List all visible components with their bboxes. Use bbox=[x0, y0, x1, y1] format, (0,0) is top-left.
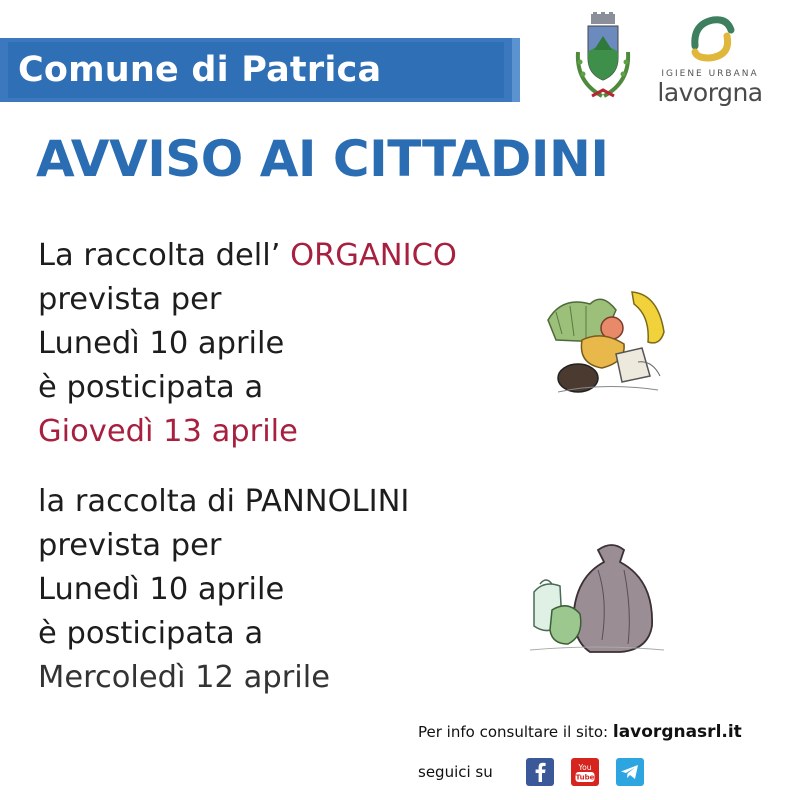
svg-text:Tube: Tube bbox=[575, 773, 595, 782]
notice-line: prevista per bbox=[38, 282, 222, 317]
lavorgna-logo bbox=[655, 12, 765, 107]
municipality-banner-inner bbox=[8, 42, 504, 98]
new-date: Mercoledì 12 aprile bbox=[38, 660, 330, 695]
municipal-crest-icon bbox=[572, 12, 634, 104]
notice-text: La raccolta dell’ bbox=[38, 238, 291, 273]
notice-line: è posticipata a bbox=[38, 370, 264, 405]
svg-text:You: You bbox=[578, 763, 592, 772]
municipality-banner bbox=[0, 38, 520, 102]
new-date: Giovedì 13 aprile bbox=[38, 414, 298, 449]
logo-tagline: IGIENE URBANA bbox=[661, 69, 759, 79]
notice-pannolini bbox=[38, 480, 409, 700]
notice-line: prevista per bbox=[38, 528, 222, 563]
page-title: AVVISO AI CITTADINI bbox=[36, 130, 609, 188]
logo-name: lavorgna bbox=[657, 78, 763, 107]
notice-line: è posticipata a bbox=[38, 616, 264, 651]
notice-organico bbox=[38, 234, 457, 454]
waste-type-highlight: ORGANICO bbox=[290, 238, 457, 273]
original-date: Lunedì 10 aprile bbox=[38, 572, 285, 607]
youtube-icon[interactable] bbox=[571, 758, 599, 786]
facebook-icon[interactable] bbox=[526, 758, 554, 786]
municipality-name: Comune di Patrica bbox=[18, 50, 382, 90]
lavorgna-logo-icon bbox=[683, 12, 737, 66]
notice-line: la raccolta di PANNOLINI bbox=[38, 484, 410, 519]
footer-info-label: Per info consultare il sito: bbox=[418, 723, 613, 741]
follow-label: seguici su bbox=[418, 763, 493, 781]
diaper-bags-icon bbox=[528, 540, 666, 658]
telegram-icon[interactable] bbox=[616, 758, 644, 786]
footer-info bbox=[418, 722, 742, 742]
notice-line bbox=[38, 234, 457, 278]
website-link[interactable]: lavorgnasrl.it bbox=[612, 722, 742, 742]
original-date: Lunedì 10 aprile bbox=[38, 326, 285, 361]
organic-waste-icon bbox=[542, 282, 672, 404]
